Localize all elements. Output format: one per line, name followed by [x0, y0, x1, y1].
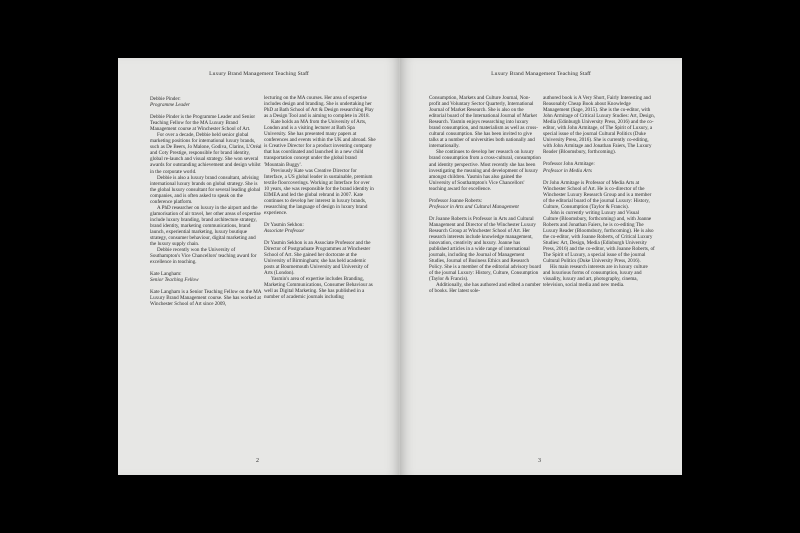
paragraph: She continues to develop her research on luxury brand consumption from a cross-cultural, consumption and identity perspective. Most recently she has been investigating the meaning and development of luxury amongst children. Yasmin has also gained the University of Southampton's Vice Chancellors' teaching award for excellence. — [429, 149, 541, 192]
left-page-column-1 — [150, 96, 262, 308]
paragraph: Dr Joanne Roberts is Professor in Arts and Cultural Management and Director of the Winchester Luxury Research Group at Winchester School of Art. Her research interests include knowledge management, innovation, creativity and luxury. Joanne has published articles in a wide range of international journals, including the Journal of Management Studies, Journal of Business Ethics and Research Policy. She is a member of the editorial advisory board of the journal Luxury: History, Culture, Consumption (Taylor & Francis). — [429, 215, 541, 283]
right-page-column-2 — [543, 95, 655, 288]
left-page-column-2 — [264, 95, 376, 301]
staff-name-yasmin-sekhon: Dr Yasmin Sekhon: — [264, 221, 304, 228]
staff-role-associate-professor: Associate Professor — [264, 227, 305, 234]
paragraph: Dr Yasmin Sekhon is an Associate Professor and the Director of Postgraduate Programmes at Winchester School of Art. She gained her doctorate at the University of Birmingham; she has held academic posts at Bournemouth University and University of Arts (London). — [264, 240, 371, 277]
paragraph: Dr John Armitage is Professor of Media Arts at Winchester School of Art. He is co-director of the Winchester Luxury Research Group and is a member of the editorial board of the journal Luxury: History, Culture, Consumption (Taylor & Francis). — [543, 179, 652, 210]
staff-role-programme-leader: Programme Leader — [150, 102, 190, 109]
staff-name-debbie-pinder: Debbie Pinder: — [150, 96, 181, 102]
paragraph: Debbie Pinder is the Programme Leader and Senior Teaching Fellow for the MA Luxury Brand Management course at Winchester School of Art. — [150, 114, 256, 133]
right-page — [400, 58, 682, 475]
left-page — [118, 58, 400, 475]
paragraph: Kate holds an MA from the University of Arts, London and is a visiting lecturer at Bath Spa University. She has presented many papers at conferences and events within the UK and abroad. She is Creative Director for a product inventing company that has coordinated and launched in a new child transportation concept under the global brand 'Mountain Buggy'. — [264, 119, 376, 168]
staff-name-kate-langham: Kate Langham: — [150, 271, 182, 278]
paragraph: Debbie is also a luxury brand consultant, advising international luxury brands on global strategy. She is the global luxury consultant for several leading global companies, and is often asked to speak on the conference platform. — [150, 174, 261, 205]
staff-name-john-armitage: Professor John Armitage: — [543, 161, 595, 168]
paragraph: Yasmin's area of expertise includes Branding, Marketing Communications, Consumer Behaviour as well as Digital Marketing. She has published in a number of academic journals including — [264, 276, 373, 301]
paragraph: Kate Langham is a Senior Teaching Fellow on the MA Luxury Brand Management course. She has worked at Winchester School of Art since 2009, — [150, 289, 262, 308]
staff-role-senior-teaching-fellow: Senior Teaching Fellow — [150, 277, 199, 284]
paragraph: authored book is A Very Short, Fairly Interesting and Reasonably Cheap Book about Knowledge Management (Sage, 2015). She is the co-editor, with John Armitage of Critical Luxury Studies: Art, Design, Media (Edinburgh University Press, 2016) and the co-editor, with John Armitage, of The Spirit of Luxury, a special issue of the journal Cultural Politics (Duke University Press, 2016). She is currently co-editing, with John Armitage and Jonathan Faiers, The Luxury Reader (Bloomsbury, forthcoming). — [543, 95, 655, 156]
page-number-left: 2 — [256, 458, 259, 464]
paragraph: For over a decade, Debbie held senior global marketing positions for international luxury brands, such as De Beers, Jo Malone, Godiva, Clarins, L'Oréal and Coty Prestige, responsible for brand identity, global re-launch and visual strategy. She won several awards for outstanding achievement and design whilst in the corporate world. — [150, 132, 262, 175]
running-head-left: Luxury Brand Management Teaching Staff — [209, 71, 309, 77]
paragraph: lecturing on the MA courses. Her area of expertise includes design and branding. She is undertaking her PhD at Bath School of Art & Design researching Play as a Design Tool and is aiming to complete in 2018. — [264, 95, 374, 120]
staff-role-professor-media-arts: Professor in Media Arts — [543, 167, 592, 174]
paragraph: Additionally, she has authored and edited a number of books. Her latest sole- — [429, 282, 541, 295]
right-page-column-1 — [429, 95, 541, 294]
page-number-right: 3 — [538, 458, 541, 464]
staff-name-joanne-roberts: Professor Joanne Roberts: — [429, 197, 483, 204]
paragraph: Previously Kate was Creative Director for Interface, a US global leader in sustainable, premium textile floorcoverings. Working at Interface for over 10 years, she was responsible for the brand identity in EIMEA and led the global rebrand in 2007. Kate continues to develop her interest in luxury brands, researching the language of design in luxury brand experience. — [264, 167, 374, 216]
paragraph: Consumption, Markets and Culture Journal, Non- profit and Voluntary Sector Quarterly, International Journal of Market Research. She is also on the editorial board of the International Journal of Market Research. Yasmin enjoys researching into luxury brand consumption, and materialism as well as cross-cultural consumption. She has been invited to give talks at a number of universities both nationally and internationally. — [429, 95, 538, 150]
running-head-right: Luxury Brand Management Teaching Staff — [491, 71, 591, 77]
paragraph: A PhD researcher on luxury in the airport and the glamorisation of air travel, her other areas of expertise include luxury branding, brand architecture strategy, brand identity, marketing communications, brand launch, experiential marketing, luxury boutique strategy, consumer behaviour, digital marketing and the luxury supply chain. — [150, 204, 261, 248]
paragraph: Debbie recently won the University of Southampton's Vice Chancellors' teaching award for excellence in teaching. — [150, 247, 257, 266]
paragraph: John is currently writing Luxury and Visual Culture (Bloomsbury, forthcoming) and, with Joanne Roberts and Jonathan Faiers, he is co-editing The Luxury Reader (Bloomsbury, forthcoming). He is also the co-editor, with Joanne Roberts, of Critical Luxury Studies: Art, Design, Media (Edinburgh University Press, 2016) and the co-editor, with Joanne Roberts, of The Spirit of Luxury, a special issue of the journal Cultural Politics (Duke University Press, 2016). — [543, 209, 655, 265]
staff-role-professor-arts-cultural-management: Professor in Arts and Cultural Management — [429, 203, 519, 210]
paragraph: His main research interests are in luxury culture and luxurious forms of consumption, luxury and visuality, luxury and art, photography, cinema, television, social media and new media. — [543, 264, 648, 289]
